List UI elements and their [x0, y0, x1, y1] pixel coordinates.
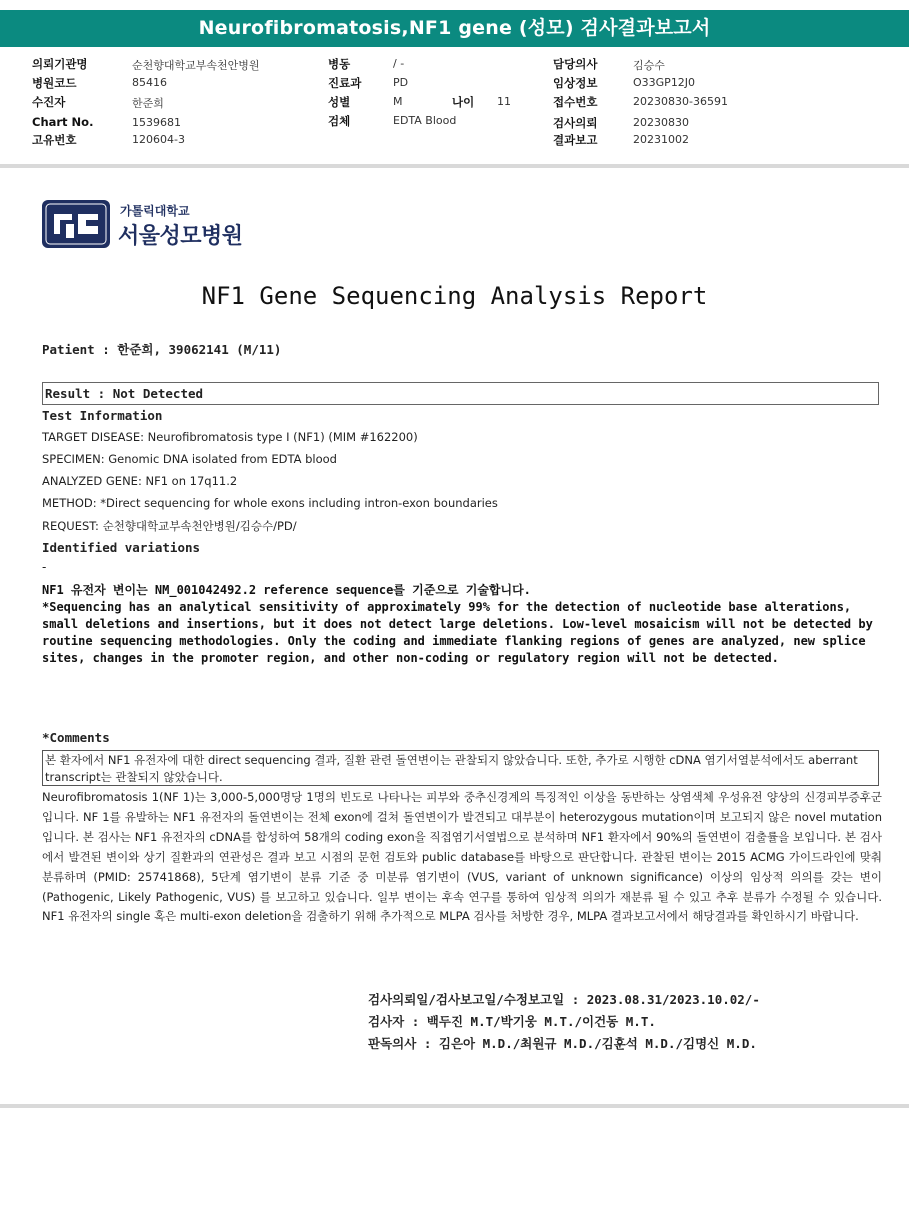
- hospital-emblem-logo: [42, 200, 110, 248]
- label-requesting-institution: 의뢰기관명: [32, 57, 88, 71]
- value-specimen: EDTA Blood: [393, 114, 457, 127]
- logo-hospital-name: 서울성모병원: [118, 224, 243, 249]
- label-clinical-info: 임상정보: [553, 76, 598, 90]
- reference-sequence-note: NF1 유전자 변이는 NM_001042492.2 reference sequence를 기준으로 기술합니다.: [42, 583, 531, 597]
- report-header-title: Neurofibromatosis,NF1 gene (성모) 검사결과보고서: [0, 10, 909, 47]
- label-age: 나이: [452, 95, 475, 109]
- label-result-report-date: 결과보고: [553, 133, 598, 147]
- sensitivity-disclaimer: *Sequencing has an analytical sensitivity of approximately 99% for the detection of nucleotide base alterations, small deletions and insertions, but it does not detect large deletions. Low-level mosaicism will not be detected by routine sequencing methodologies. Only the coding and immediate flanking regions of genes are analyzed, new splice sites, changes in the promoter region, and other non-coding or regulatory region will not be detected.: [42, 600, 873, 665]
- value-age: 11: [497, 95, 511, 108]
- value-chart-no: 1539681: [132, 116, 181, 129]
- disclaimer-block: [42, 582, 882, 667]
- value-hospital-code: 85416: [132, 76, 167, 89]
- header-separator: [0, 164, 909, 168]
- label-sex: 성별: [328, 95, 351, 109]
- value-patient-name: 한준희: [132, 97, 164, 110]
- reading-doctors-line: 판독의사 : 김은아 M.D./최원규 M.D./김훈석 M.D./김명신 M.D.: [368, 1036, 757, 1051]
- report-dates-line: 검사의뢰일/검사보고일/수정보고일 : 2023.08.31/2023.10.02/-: [368, 992, 760, 1007]
- value-test-request-date: 20230830: [633, 116, 689, 129]
- comment-summary-box: 본 환자에서 NF1 유전자에 대한 direct sequencing 결과, 질환 관련 돌연변이는 관찰되지 않았습니다. 또한, 추가로 시행한 cDNA 염기서열분석에서도 aberrant transcript는 관찰되지 않았습니다.: [42, 750, 879, 786]
- value-ward: / -: [393, 57, 405, 70]
- specimen-line: SPECIMEN: Genomic DNA isolated from EDTA blood: [42, 452, 337, 466]
- value-requesting-institution: 순천향대학교부속천안병원: [132, 59, 260, 72]
- analyzed-gene-line: ANALYZED GENE: NF1 on 17q11.2: [42, 474, 238, 488]
- value-result-report-date: 20231002: [633, 133, 689, 146]
- label-ward: 병동: [328, 57, 351, 71]
- logo-university-text: 가톨릭대학교: [120, 204, 190, 218]
- label-specimen: 검체: [328, 114, 351, 128]
- patient-line: Patient : 한준희, 39062141 (M/11): [42, 342, 282, 357]
- label-chart-no: Chart No.: [32, 115, 94, 129]
- comment-body-text: Neurofibromatosis 1(NF 1)는 3,000-5,000명당 1명의 빈도로 나타나는 피부와 중추신경계의 특징적인 이상을 동반하는 상염색체 우성유전 양상의 신경피부증후군입니다. NF 1를 유발하는 NF1 유전자의 돌연변이는 전체 exon에 걸쳐 돌연변이가 발견되고 대부분이 heterozygous mutation이며 보고되지 않은 novel mutation입니다. 본 검사는 NF1 유전자의 cDNA를 합성하여 58개의 coding exon을 직접염기서열법으로 분석하며 NF1 환자에서 90%의 돌연변이 검출률을 보입니다. 본 검사에서 발견된 변이와 상기 질환과의 연관성은 결과 보고 시점의 문헌 검토와 public database를 바탕으로 판단합니다. 관찰된 변이는 2015 ACMG 가이드라인에 맞춰 분류하며 (PMID: 25741868), 5단계 염기변이 분류 기준 중 미분류 염기변이 (VUS, variant of unknown significance) 이상의 임상적 의의를 갖는 변이 (Pathogenic, Likely Pathogenic, VUS) 를 보고하고 있습니다. 일부 변이는 후속 연구를 통하여 임상적 의의가 재분류 될 수 있고 추후 분류가 수정될 수 있습니다. NF1 유전자의 single 혹은 multi-exon deletion을 검출하기 위해 추가적으로 MLPA 검사를 처방한 경우, MLPA 결과보고서에서 해당결과를 확인하시기 바랍니다.: [42, 790, 882, 924]
- label-accession-no: 접수번호: [553, 95, 598, 109]
- label-department: 진료과: [328, 76, 362, 90]
- identified-variations-value: -: [42, 560, 47, 574]
- result-box: Result : Not Detected: [42, 382, 879, 405]
- value-clinical-info: O33GP12J0: [633, 76, 696, 89]
- test-information-heading: Test Information: [42, 408, 163, 423]
- label-test-request-date: 검사의뢰: [553, 116, 598, 130]
- label-patient-name: 수진자: [32, 95, 66, 109]
- value-unique-id: 120604-3: [132, 133, 185, 146]
- label-unique-id: 고유번호: [32, 133, 77, 147]
- label-hospital-code: 병원코드: [32, 76, 77, 90]
- patient-info-grid: [0, 56, 909, 151]
- request-line: REQUEST: 순천향대학교부속천안병원/김승수/PD/: [42, 519, 297, 533]
- testers-line: 검사자 : 백두진 M.T/박기웅 M.T./이건동 M.T.: [368, 1014, 656, 1029]
- value-attending-doctor: 김승수: [633, 59, 665, 72]
- report-title: NF1 Gene Sequencing Analysis Report: [201, 282, 708, 310]
- value-department: PD: [393, 76, 409, 89]
- value-sex: M: [393, 95, 403, 108]
- identified-variations-heading: Identified variations: [42, 540, 201, 555]
- method-line: METHOD: *Direct sequencing for whole exons including intron-exon boundaries: [42, 496, 498, 510]
- value-accession-no: 20230830-36591: [633, 95, 728, 108]
- target-disease-line: TARGET DISEASE: Neurofibromatosis type I (NF1) (MIM #162200): [42, 430, 418, 444]
- comments-heading: *Comments: [42, 730, 110, 745]
- label-attending-doctor: 담당의사: [553, 57, 598, 71]
- footer-separator: [0, 1104, 909, 1108]
